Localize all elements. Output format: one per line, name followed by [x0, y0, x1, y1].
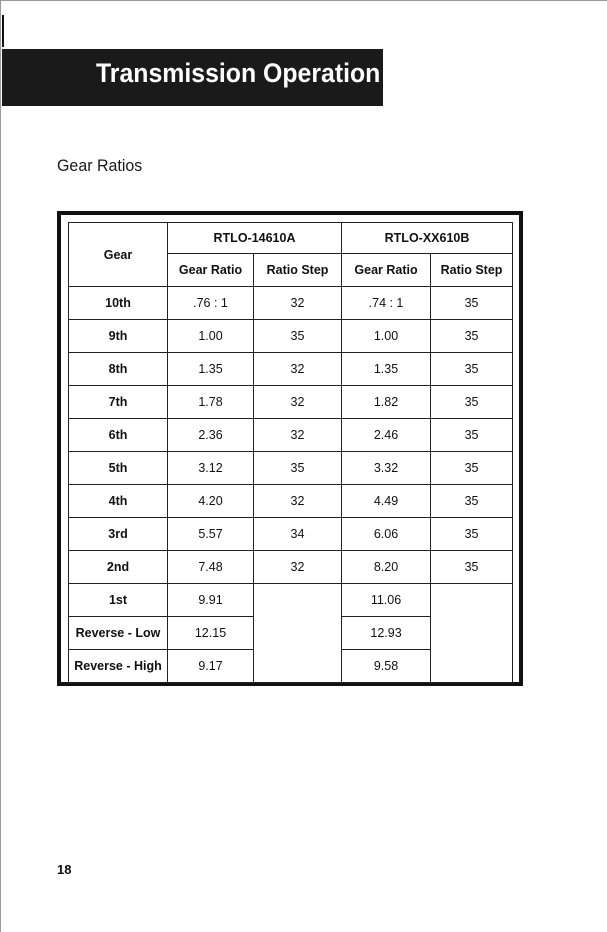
table-row — [69, 485, 513, 518]
gear-ratio-b-cell: 1.00 — [342, 320, 431, 353]
ratio-step-a-cell: 32 — [254, 287, 342, 320]
ratio-step-a-cell: 32 — [254, 551, 342, 584]
gear-ratio-b-cell: 9.58 — [342, 650, 431, 683]
page-edge-left — [0, 0, 1, 932]
gear-ratio-b-cell: 2.46 — [342, 419, 431, 452]
model-header-b: RTLO-XX610B — [342, 223, 513, 254]
gear-ratio-a-cell: 12.15 — [168, 617, 254, 650]
gear-ratio-b-cell: 1.82 — [342, 386, 431, 419]
page-number: 18 — [57, 862, 72, 877]
section-title: Gear Ratios — [57, 156, 143, 175]
ratio-step-a-cell: 32 — [254, 386, 342, 419]
ratio-step-b-cell: 35 — [431, 320, 513, 353]
table-row — [69, 320, 513, 353]
gear-cell: 10th — [69, 287, 168, 320]
gear-ratio-a-cell: 2.36 — [168, 419, 254, 452]
gear-cell: Reverse - Low — [69, 617, 168, 650]
gear-cell: 3rd — [69, 518, 168, 551]
model-header-a: RTLO-14610A — [168, 223, 342, 254]
ratio-step-b-cell: 35 — [431, 485, 513, 518]
table-row — [69, 551, 513, 584]
gear-cell: 7th — [69, 386, 168, 419]
gear-cell: 2nd — [69, 551, 168, 584]
ratio-step-a-cell: 32 — [254, 419, 342, 452]
ratio-step-a-cell: 34 — [254, 518, 342, 551]
gear-cell: 5th — [69, 452, 168, 485]
ratio-step-header-b: Ratio Step — [431, 254, 513, 287]
gear-ratio-a-cell: 9.17 — [168, 650, 254, 683]
gear-ratio-a-cell: 1.00 — [168, 320, 254, 353]
table-row — [69, 287, 513, 320]
table-row — [69, 386, 513, 419]
page-title: Transmission Operation — [96, 58, 381, 88]
gear-ratio-a-cell: 3.12 — [168, 452, 254, 485]
table-row — [69, 452, 513, 485]
ratio-step-b-empty-cell — [431, 584, 513, 683]
ratio-step-b-cell: 35 — [431, 287, 513, 320]
gear-column-header: Gear — [69, 223, 168, 287]
gear-ratio-a-cell: .76 : 1 — [168, 287, 254, 320]
gear-ratio-a-cell: 1.78 — [168, 386, 254, 419]
gear-ratio-b-cell: 12.93 — [342, 617, 431, 650]
ratio-step-b-cell: 35 — [431, 353, 513, 386]
ratio-step-a-cell: 35 — [254, 320, 342, 353]
gear-cell: 1st — [69, 584, 168, 617]
gear-ratio-a-cell: 9.91 — [168, 584, 254, 617]
gear-cell: 4th — [69, 485, 168, 518]
gear-cell: 8th — [69, 353, 168, 386]
ratio-step-b-cell: 35 — [431, 452, 513, 485]
table-row — [69, 419, 513, 452]
ratio-step-b-cell: 35 — [431, 386, 513, 419]
ratio-step-a-cell: 32 — [254, 485, 342, 518]
ratio-step-a-cell: 35 — [254, 452, 342, 485]
gear-ratio-b-cell: 3.32 — [342, 452, 431, 485]
table-row — [69, 353, 513, 386]
gear-ratio-b-cell: 1.35 — [342, 353, 431, 386]
ratio-step-b-cell: 35 — [431, 518, 513, 551]
gear-ratio-b-cell: 8.20 — [342, 551, 431, 584]
gear-cell: Reverse - High — [69, 650, 168, 683]
table-row — [69, 518, 513, 551]
gear-ratio-a-cell: 4.20 — [168, 485, 254, 518]
gear-cell: 6th — [69, 419, 168, 452]
gear-ratio-header-a: Gear Ratio — [168, 254, 254, 287]
gear-ratio-table — [68, 222, 513, 683]
gear-ratio-b-cell: .74 : 1 — [342, 287, 431, 320]
ratio-step-a-empty-cell — [254, 584, 342, 683]
ratio-step-b-cell: 35 — [431, 419, 513, 452]
gear-ratio-header-b: Gear Ratio — [342, 254, 431, 287]
ratio-step-header-a: Ratio Step — [254, 254, 342, 287]
ratio-step-a-cell: 32 — [254, 353, 342, 386]
gear-cell: 9th — [69, 320, 168, 353]
gear-ratio-b-cell: 6.06 — [342, 518, 431, 551]
gear-ratio-a-cell: 1.35 — [168, 353, 254, 386]
gear-ratio-b-cell: 11.06 — [342, 584, 431, 617]
header-tick-mark — [2, 15, 4, 47]
gear-ratio-table-frame — [57, 211, 523, 686]
table-row — [69, 584, 513, 617]
gear-ratio-a-cell: 7.48 — [168, 551, 254, 584]
page-edge-top — [0, 0, 607, 1]
ratio-step-b-cell: 35 — [431, 551, 513, 584]
gear-ratio-a-cell: 5.57 — [168, 518, 254, 551]
gear-ratio-b-cell: 4.49 — [342, 485, 431, 518]
